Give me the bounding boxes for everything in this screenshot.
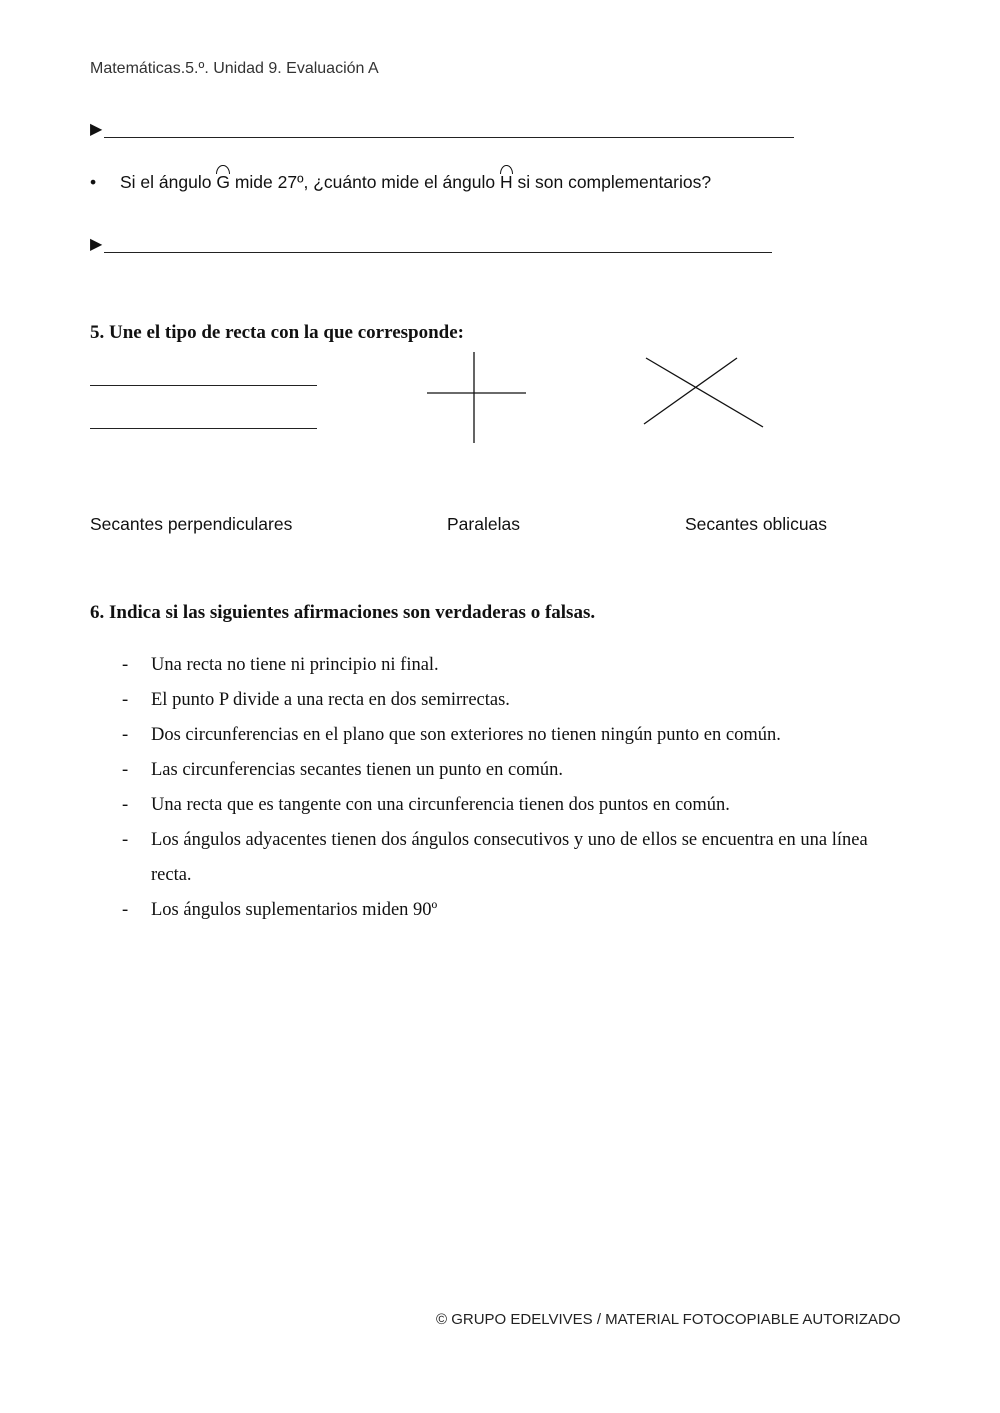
dash-bullet: - <box>122 830 129 850</box>
dash-bullet: - <box>122 760 129 780</box>
oblique-line-1 <box>646 358 763 427</box>
list-item[interactable] <box>90 753 910 788</box>
angle-g-symbol: G <box>216 172 230 192</box>
list-item[interactable] <box>90 683 910 718</box>
dash-bullet: - <box>122 900 129 920</box>
page-header: Matemáticas.5.º. Unidad 9. Evaluación A <box>90 60 379 77</box>
dash-bullet: - <box>122 655 129 675</box>
statements-list <box>90 648 910 928</box>
question-middle: mide 27º, ¿cuánto mide el ángulo <box>229 172 500 192</box>
answer-rule <box>104 123 794 138</box>
oblique-line-2 <box>644 358 737 424</box>
list-item[interactable] <box>90 788 910 823</box>
arrow-marker-icon: ▶ <box>90 236 103 253</box>
statement-text: El punto P divide a una recta en dos semirrectas. <box>151 690 510 710</box>
parallel-line-top <box>90 385 317 386</box>
statement-text: Una recta no tiene ni principio ni final. <box>151 655 439 675</box>
section-6-title: 6. Indica si las siguientes afirmaciones son verdaderas o falsas. <box>90 602 596 623</box>
question-complementary-angles <box>90 172 711 193</box>
list-item[interactable] <box>90 893 910 928</box>
angle-h-symbol: H <box>499 172 513 192</box>
statement-text: Una recta que es tangente con una circunferencia tienen dos puntos en común. <box>151 795 730 815</box>
list-item[interactable] <box>90 648 910 683</box>
question-prefix: Si el ángulo <box>120 172 217 192</box>
answer-line-1[interactable] <box>90 122 794 138</box>
answer-rule <box>104 238 772 253</box>
bullet-icon: • <box>90 172 97 192</box>
section-5-title: 5. Une el tipo de recta con la que corresponde: <box>90 322 464 343</box>
option-secantes-perpendiculares[interactable]: Secantes perpendiculares <box>90 514 293 534</box>
answer-line-2[interactable] <box>90 237 772 253</box>
perpendicular-lines-figure <box>420 348 532 448</box>
statement-text: Los ángulos suplementarios miden 90º <box>151 900 438 920</box>
copyright-footer: © GRUPO EDELVIVES / MATERIAL FOTOCOPIABLE AUTORIZADO <box>436 1311 901 1328</box>
option-paralelas[interactable]: Paralelas <box>447 514 520 534</box>
dash-bullet: - <box>122 725 129 745</box>
statement-text: Los ángulos adyacentes tienen dos ángulos consecutivos y uno de ellos se encuentra en una línea recta. <box>151 830 868 885</box>
list-item[interactable] <box>90 823 910 893</box>
list-item[interactable] <box>90 718 910 753</box>
arrow-marker-icon: ▶ <box>90 121 103 138</box>
dash-bullet: - <box>122 690 129 710</box>
dash-bullet: - <box>122 795 129 815</box>
option-secantes-oblicuas[interactable]: Secantes oblicuas <box>685 514 828 534</box>
parallel-line-bottom <box>90 428 317 429</box>
oblique-lines-figure <box>640 352 768 432</box>
statement-text: Las circunferencias secantes tienen un punto en común. <box>151 760 563 780</box>
question-suffix: si son complementarios? <box>512 172 712 192</box>
statement-text: Dos circunferencias en el plano que son exteriores no tienen ningún punto en común. <box>151 725 781 745</box>
